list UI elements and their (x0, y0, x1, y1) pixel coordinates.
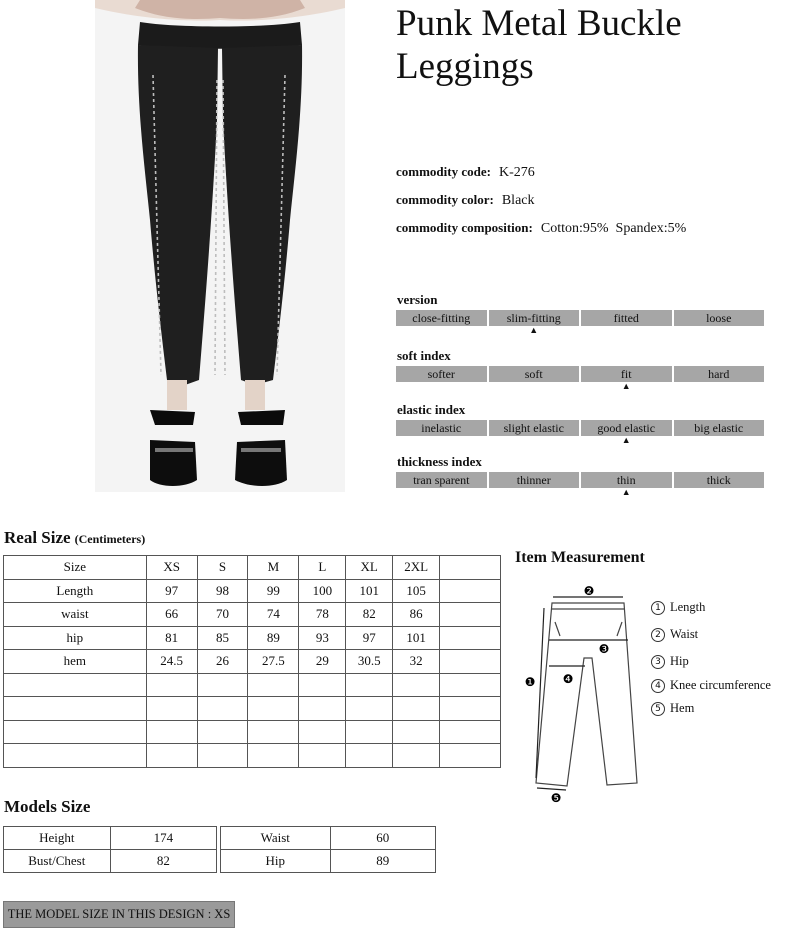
real-size-unit: (Centimeters) (74, 532, 146, 546)
thickness-index-scale (396, 472, 764, 488)
table-cell: 78 (299, 603, 346, 627)
thickness-index-option: thin (581, 472, 672, 488)
legend-item-hip (651, 654, 689, 669)
soft-index-scale (396, 366, 764, 382)
pants-outline (536, 603, 637, 786)
legend-number: 1 (651, 601, 665, 615)
marker-waist: ❷ (583, 584, 595, 598)
version-marker: ▲ (529, 325, 539, 335)
legend-item-length (651, 600, 705, 615)
legend-label: Hip (670, 654, 689, 668)
legend-number: 5 (651, 702, 665, 716)
empty-cell (440, 626, 501, 650)
header-cell: S (197, 556, 248, 580)
table-row (4, 850, 217, 873)
table-cell: 97 (346, 626, 393, 650)
table-row (221, 850, 436, 873)
empty-cell (440, 579, 501, 603)
elastic-index-label: elastic index (397, 402, 466, 417)
table-cell: 29 (299, 650, 346, 674)
table-row (4, 827, 217, 850)
empty-row (4, 697, 501, 721)
table-cell: 97 (146, 579, 197, 603)
version-option: loose (674, 310, 765, 326)
model-measure-label: Bust/Chest (4, 850, 111, 873)
version-option: close-fitting (396, 310, 487, 326)
soft-index-marker: ▲ (621, 381, 631, 391)
commodity-composition-label: commodity composition: (396, 220, 533, 235)
elastic-index-option: good elastic (581, 420, 672, 436)
commodity-color-value: Black (501, 193, 535, 208)
legend-label: Hem (670, 701, 695, 715)
commodity-code-value: K-276 (498, 165, 535, 180)
table-cell: 70 (197, 603, 248, 627)
table-cell: 105 (393, 579, 440, 603)
header-cell: M (248, 556, 299, 580)
models-size-title: Models Size (4, 797, 91, 816)
commodity-code-label: commodity code: (396, 164, 491, 179)
model-measure-label: Waist (221, 827, 331, 850)
table-cell: 27.5 (248, 650, 299, 674)
row-label: hem (4, 650, 147, 674)
header-cell: L (299, 556, 346, 580)
table-row (4, 650, 501, 674)
table-cell: 86 (393, 603, 440, 627)
legend-number: 4 (651, 679, 665, 693)
header-cell: XS (146, 556, 197, 580)
model-measure-label: Height (4, 827, 111, 850)
version-option: slim-fitting (489, 310, 580, 326)
empty-row (4, 673, 501, 697)
table-cell: 81 (146, 626, 197, 650)
version-option: fitted (581, 310, 672, 326)
model-measure-value: 89 (330, 850, 435, 873)
soft-index-option: softer (396, 366, 487, 382)
model-measure-label: Hip (221, 850, 331, 873)
product-photo (95, 0, 345, 492)
table-cell: 26 (197, 650, 248, 674)
header-cell: 2XL (393, 556, 440, 580)
row-label: hip (4, 626, 147, 650)
soft-index-option: hard (674, 366, 765, 382)
elastic-index-scale (396, 420, 764, 436)
table-cell: 101 (346, 579, 393, 603)
table-row (4, 603, 501, 627)
thickness-index-marker: ▲ (621, 487, 631, 497)
empty-row (4, 720, 501, 744)
elastic-index-marker: ▲ (621, 435, 631, 445)
table-cell: 66 (146, 603, 197, 627)
elastic-index-option: inelastic (396, 420, 487, 436)
table-row (221, 827, 436, 850)
table-cell: 93 (299, 626, 346, 650)
empty-cell (440, 603, 501, 627)
model-size-banner: THE MODEL SIZE IN THIS DESIGN : XS (3, 901, 235, 928)
legend-item-waist (651, 627, 698, 642)
commodity-code-row (396, 164, 535, 181)
soft-index-option: soft (489, 366, 580, 382)
elastic-index-option: slight elastic (489, 420, 580, 436)
table-cell: 85 (197, 626, 248, 650)
models-size-table-right (220, 826, 436, 873)
elastic-index-option: big elastic (674, 420, 765, 436)
models-size-table-left (3, 826, 217, 873)
header-cell: XL (346, 556, 393, 580)
marker-hem: ❺ (550, 791, 562, 805)
row-label: waist (4, 603, 147, 627)
product-title (396, 2, 786, 88)
legend-number: 2 (651, 628, 665, 642)
legend-label: Waist (670, 627, 699, 641)
thickness-index-option: thick (674, 472, 765, 488)
table-cell: 30.5 (346, 650, 393, 674)
version-scale (396, 310, 764, 326)
thickness-index-option: tran sparent (396, 472, 487, 488)
commodity-color-row (396, 192, 535, 209)
empty-row (4, 744, 501, 768)
empty-cell (440, 650, 501, 674)
model-measure-value: 60 (330, 827, 435, 850)
thickness-index-option: thinner (489, 472, 580, 488)
size-table-header (4, 556, 501, 580)
marker-length: ❶ (524, 675, 536, 689)
marker-hip: ❸ (598, 642, 610, 656)
pants-measurement-diagram (522, 578, 647, 808)
table-cell: 32 (393, 650, 440, 674)
table-cell: 74 (248, 603, 299, 627)
model-measure-value: 82 (110, 850, 216, 873)
real-size-title (4, 528, 145, 548)
title-line-2: Leggings (396, 46, 534, 87)
legend-item-hem (651, 701, 694, 716)
thickness-index-label: thickness index (397, 454, 482, 469)
commodity-composition-value: Cotton:95% Spandex:5% (540, 221, 687, 236)
table-cell: 101 (393, 626, 440, 650)
title-line-1: Punk Metal Buckle (396, 3, 682, 44)
table-cell: 98 (197, 579, 248, 603)
legend-label: Knee circumference (670, 678, 771, 692)
legend-number: 3 (651, 655, 665, 669)
table-cell: 99 (248, 579, 299, 603)
commodity-composition-row (396, 220, 686, 237)
marker-knee: ❹ (562, 672, 574, 686)
model-measure-value: 174 (110, 827, 216, 850)
soft-index-option: fit (581, 366, 672, 382)
soft-index-label: soft index (397, 348, 451, 363)
table-cell: 24.5 (146, 650, 197, 674)
row-label: Length (4, 579, 147, 603)
table-cell: 100 (299, 579, 346, 603)
empty-cell (440, 556, 501, 580)
table-cell: 89 (248, 626, 299, 650)
table-row (4, 626, 501, 650)
commodity-color-label: commodity color: (396, 192, 494, 207)
legend-label: Length (670, 600, 706, 614)
real-size-heading: Real Size (4, 528, 71, 547)
table-row (4, 579, 501, 603)
item-measurement-title: Item Measurement (515, 549, 645, 566)
size-table (3, 555, 501, 768)
table-cell: 82 (346, 603, 393, 627)
version-label: version (397, 292, 438, 307)
header-cell: Size (4, 556, 147, 580)
legend-item-knee (651, 678, 771, 693)
